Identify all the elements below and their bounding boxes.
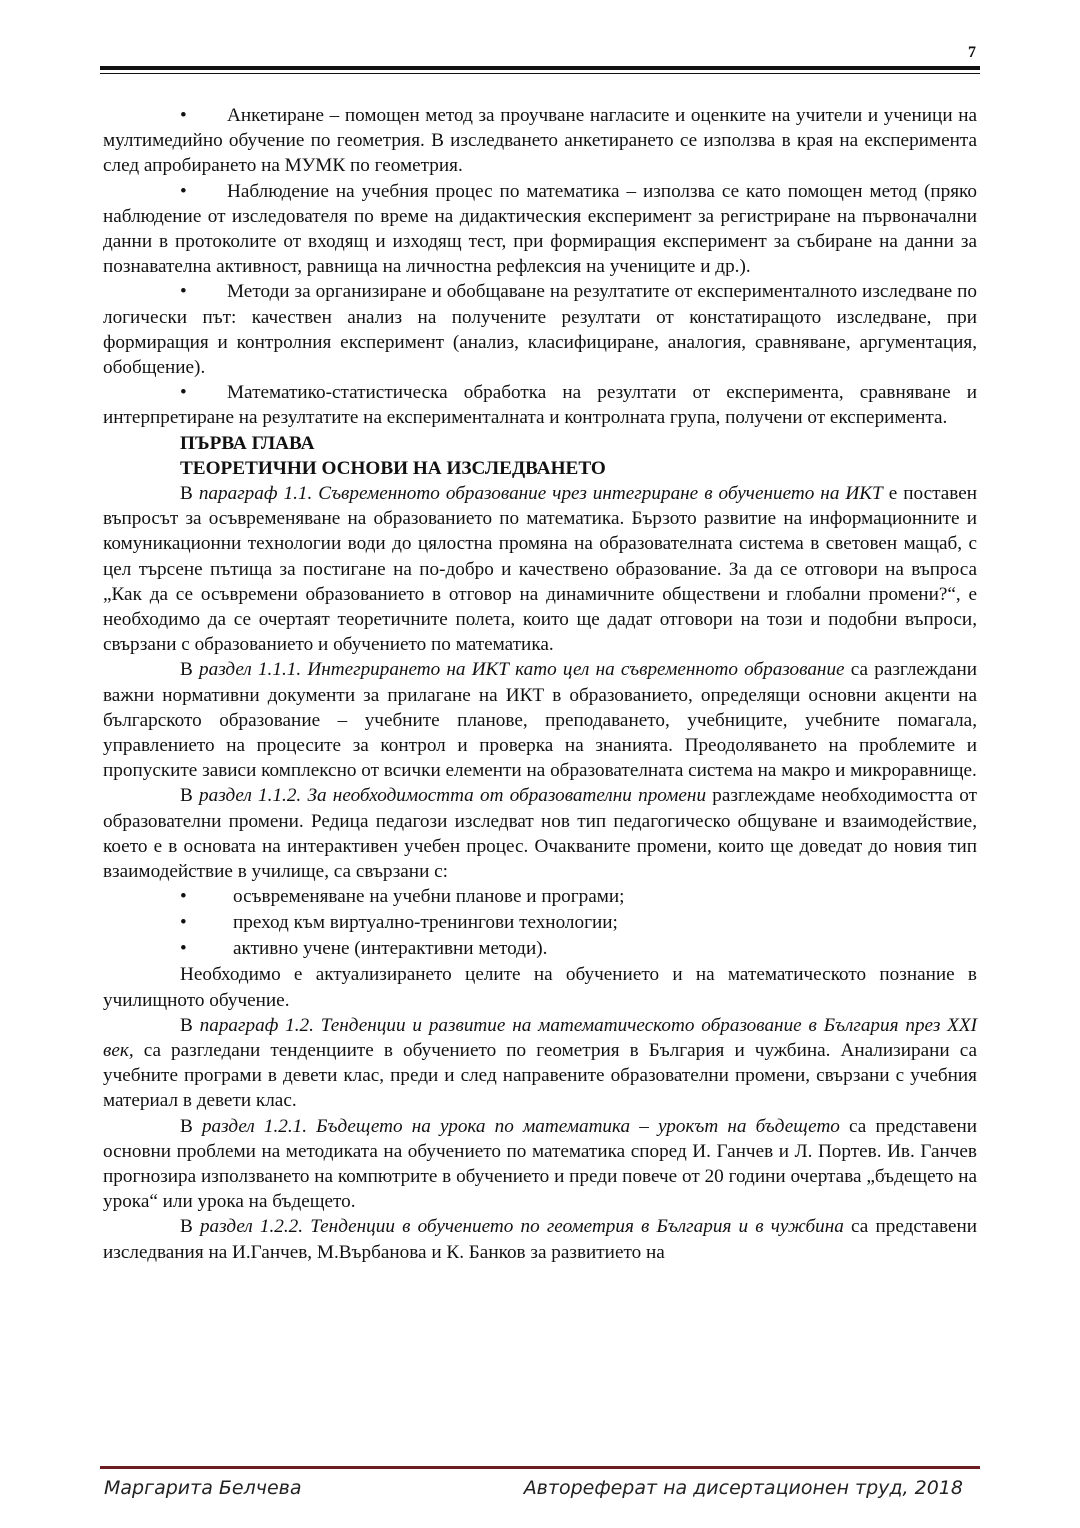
paragraph-1-2-1: В раздел 1.2.1. Бъдещето на урока по математика – урокът на бъдещето са представени основни проблеми на методиката на обучението по математика според И. Ганчев и Л. Портев. Ив. Ганчев прогнозира използването на компютрите в обучението и преди повече от 20 години очертава „бъдещето на урока“ или урока на бъдещето.	[103, 1115, 977, 1213]
paragraph-1-2-2: В раздел 1.2.2. Тенденции в обучението по геометрия в България и в чужбина са представени изследвания на И.Ганчев, М.Върбанова и К. Банков за развитието на	[103, 1216, 977, 1263]
bullet-icon: •	[180, 180, 187, 202]
list-item: • активно учене (интерактивни методи).	[103, 936, 977, 962]
footer-work-title: Автореферат на дисертационен труд, 2018	[523, 1477, 963, 1499]
bullet-item	[103, 103, 977, 179]
section-reference: раздел 1.2.2. Тенденции в обучението по геометрия в България и в чужбина	[199, 1216, 844, 1238]
section-reference: параграф 1.2. Тенденции и развитие на математическото образование в България през XXI век,	[103, 1014, 977, 1061]
bullet-icon: •	[180, 912, 187, 934]
footer-author: Маргарита Белчева	[104, 1477, 302, 1499]
bullet-text: Наблюдение на учебния процес по математика – използва се като помощен метод (пряко наблюдение от изследователя по време на дидактическия експеримент за регистриране на първоначални данни в протоколите от входящ и изходящ тест, при формиращия експеримент за събиране на данни за познавателна активност, равнища на личностна рефлексия на учениците и др.).	[103, 180, 977, 278]
page-content	[103, 103, 977, 1265]
bullet-item	[103, 279, 977, 380]
bullet-text: Математико-статистическа обработка на резултати от експеримента, сравняване и интерпретиране на резултатите на експерименталната и контролната група, получени от експеримента.	[103, 382, 977, 429]
section-reference: параграф 1.1. Съвременното образование чрез интегриране в обучението на ИКТ	[198, 483, 883, 505]
footer-rule	[100, 1466, 980, 1469]
bullet-icon: •	[180, 281, 187, 303]
paragraph-1-1: В параграф 1.1. Съвременното образование чрез интегриране в обучението на ИКТ е поставен въпросът за осъвременяване на образованието по математика. Бързото развитие на информационните и комуникационни технологии води до цялостна промяна на образователната система в световен мащаб, с цел търсене пътища за постигане на по-добро и качествено образование. За да се отговори на въпроса „Как да се осъвремени образованието в отговор на динамичните обществени и глобални промени?“, е необходимо да се очертаят теоретичните полета, които ще дадат отговори на този и подобни въпроси, свързани с образованието и обучението по математика.	[103, 483, 977, 656]
header-rule-thin	[100, 73, 980, 74]
list-item: • преход към виртуално-тренингови технологии;	[103, 910, 977, 936]
page-number: 7	[968, 44, 976, 61]
changes-list	[103, 884, 977, 962]
section-reference: раздел 1.1.1. Интегрирането на ИКТ като цел на съвременното образование	[199, 659, 845, 681]
chapter-label: ПЪРВА ГЛАВА	[180, 432, 315, 454]
bullet-text: Методи за организиране и обобщаване на резултатите от експерименталното изследване по логически път: качествен анализ на получените резултати от констатиращото изследване, при формиращия и контролния експеримент (анализ, класифициране, аналогия, сравняване, аргументация, обобщение).	[103, 281, 977, 379]
bullet-icon: •	[180, 382, 187, 404]
paragraph-1-1-1: В раздел 1.1.1. Интегрирането на ИКТ като цел на съвременното образование са разглеждани важни нормативни документи за прилагане на ИКТ в образованието, определящи основни акценти на българското образование – учебните планове, преподаването, учебниците, учебните помагала, управлението на процесите за контрол и проверка на знанията. Преодоляването на проблемите и пропуските зависи комплексно от всички елементи на образователната система на макро и микроравнище.	[103, 659, 977, 782]
section-reference: раздел 1.1.2. За необходимостта от образователни промени	[199, 785, 707, 807]
paragraph-1-1-2: В раздел 1.1.2. За необходимостта от образователни промени разглеждаме необходимостта от образователни промени. Редица педагози изследват нов тип педагогическо общуване и взаимодействие, което е в основата на интерактивен учебен процес. Очакваните промени, които ще доведат до новия тип взаимодействие в училище, са свързани с:	[103, 785, 977, 883]
paragraph-1-2: В параграф 1.2. Тенденции и развитие на математическото образование в България през XXI век, са разгледани тенденциите в обучението по геометрия в България и чужбина. Анализирани са учебните програми в девети клас, преди и след направените образователни промени, свързани с учебния материал в девети клас.	[103, 1014, 977, 1112]
bullet-item	[103, 179, 977, 280]
chapter-title: ТЕОРЕТИЧНИ ОСНОВИ НА ИЗСЛЕДВАНЕТО	[180, 457, 606, 479]
paragraph-goals: Необходимо е актуализирането целите на обучението и на математическото познание в училищното обучение.	[103, 964, 977, 1011]
bullet-icon: •	[180, 938, 187, 960]
bullet-icon: •	[180, 105, 187, 126]
bullet-text: Анкетиране – помощен метод за проучване нагласите и оценките на учители и ученици на мултимедийно обучение по геометрия. В изследването анкетирането се използва в края на експеримента след апробирането на МУМК по геометрия.	[103, 105, 977, 177]
list-item: • осъвременяване на учебни планове и програми;	[103, 884, 977, 910]
section-reference: раздел 1.2.1. Бъдещето на урока по математика – урокът на бъдещето	[201, 1115, 840, 1137]
header-rule-thick	[100, 66, 980, 70]
bullet-icon: •	[180, 886, 187, 908]
bullet-item	[103, 380, 977, 430]
